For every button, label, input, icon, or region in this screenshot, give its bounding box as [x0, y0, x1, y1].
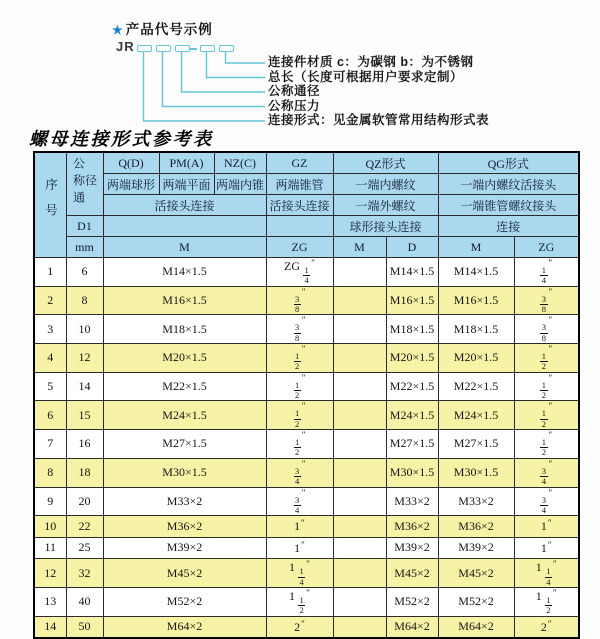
cell-m: M52×2: [103, 587, 266, 616]
header-qg-zg: ZG: [514, 237, 579, 258]
cell-m: M24×1.5: [103, 401, 266, 430]
header-nz-desc: 两端内锥: [214, 174, 266, 195]
cell-qz-d: M14×1.5: [386, 258, 438, 287]
table-row: [34, 286, 579, 315]
cell-serial: 6: [34, 401, 66, 430]
cell-m: M39×2: [103, 537, 266, 559]
cell-serial: 4: [34, 344, 66, 373]
cell-qg-zg: $\frac{1}{4}$ ″: [514, 258, 579, 287]
cell-qz-d: M64×2: [386, 616, 438, 638]
cell-qz-m: [333, 487, 386, 516]
cell-mm: 25: [66, 537, 103, 559]
label-total-length: 总长（长度可根据用户要求定制）: [268, 69, 464, 84]
cell-qz-d: M30×1.5: [386, 458, 438, 487]
cell-qz-m: [333, 616, 386, 638]
cell-zg: $\frac{1}{2}$ ″: [266, 401, 333, 430]
header-gz-connection: 活接头连接: [266, 195, 333, 216]
cell-qz-m: [333, 344, 386, 373]
header-pm-desc: 两端平面: [159, 174, 214, 195]
cell-mm: 12: [66, 344, 103, 373]
header-m: M: [103, 237, 266, 258]
cell-qz-d: M45×2: [386, 559, 438, 588]
cell-zg: $\frac{3}{8}$ ″: [266, 315, 333, 344]
cell-qg-m: M20×1.5: [438, 344, 514, 373]
cell-serial: 7: [34, 430, 66, 459]
cell-qz-d: M24×1.5: [386, 401, 438, 430]
cell-mm: 40: [66, 587, 103, 616]
cell-mm: 8: [66, 286, 103, 315]
code-box-1: [137, 45, 152, 52]
header-nominal-diameter: [66, 152, 103, 216]
cell-qz-m: [333, 372, 386, 401]
header-nominal-diameter-label: 公称通径: [71, 156, 98, 208]
code-dash: [190, 48, 197, 50]
table-row: [34, 487, 579, 516]
cell-qz-d: M22×1.5: [386, 372, 438, 401]
cell-qz-d: M33×2: [386, 487, 438, 516]
header-qg-m: M: [438, 237, 514, 258]
cell-qg-m: M24×1.5: [438, 401, 514, 430]
code-box-3: [175, 45, 190, 52]
star-icon: ★: [112, 23, 124, 37]
cell-zg: $\frac{1}{2}$ ″: [266, 344, 333, 373]
header-code-gz: GZ: [266, 152, 333, 174]
cell-serial: 14: [34, 616, 66, 638]
cell-serial: 12: [34, 559, 66, 588]
header-d1: D1: [66, 216, 103, 237]
header-qz-m: M: [333, 237, 386, 258]
header-row-5: [34, 237, 579, 258]
cell-qg-zg: $\frac{3}{8}$ ″: [514, 286, 579, 315]
table-row: [34, 315, 579, 344]
cell-qg-m: M36×2: [438, 516, 514, 538]
cell-qz-d: M18×1.5: [386, 315, 438, 344]
cell-serial: 5: [34, 372, 66, 401]
cell-qg-m: M30×1.5: [438, 458, 514, 487]
header-serial-label: 序号: [43, 177, 58, 229]
cell-mm: 22: [66, 516, 103, 538]
cell-qg-zg: $\frac{1}{2}$ ″: [514, 372, 579, 401]
header-row-4: [34, 216, 579, 237]
cell-qz-d: M16×1.5: [386, 286, 438, 315]
cell-qz-m: [333, 430, 386, 459]
header-zg: ZG: [266, 237, 333, 258]
cell-m: M27×1.5: [103, 430, 266, 459]
cell-qg-zg: $\frac{1}{2}$ ″: [514, 401, 579, 430]
cell-zg: $\frac{3}{4}$ ″: [266, 458, 333, 487]
cell-mm: 18: [66, 458, 103, 487]
cell-qg-zg: 2″: [514, 616, 579, 638]
code-box-2: [156, 45, 171, 52]
cell-qg-zg: 1 $\frac{1}{4}$ ″: [514, 559, 579, 588]
cell-m: M45×2: [103, 559, 266, 588]
table-row: [34, 616, 579, 638]
cell-zg: $\frac{3}{8}$ ″: [266, 286, 333, 315]
header-code-pm: PM(A): [159, 152, 214, 174]
header-q-desc: 两端球形: [103, 174, 159, 195]
cell-zg: 2″: [266, 616, 333, 638]
cell-qg-zg: $\frac{1}{2}$ ″: [514, 344, 579, 373]
cell-qz-m: [333, 458, 386, 487]
table-row: [34, 559, 579, 588]
cell-qg-m: M22×1.5: [438, 372, 514, 401]
diagram-labels: [268, 55, 598, 128]
cell-zg: 1″: [266, 516, 333, 538]
cell-m: M20×1.5: [103, 344, 266, 373]
cell-m: M22×1.5: [103, 372, 266, 401]
code-prefix: JR: [116, 39, 135, 54]
label-connector-material: 连接件材质 c：为碳钢 b：为不锈钢: [268, 55, 474, 69]
header-qg-desc2: 一端锥管螺纹接头: [438, 195, 579, 216]
cell-qg-zg: $\frac{1}{2}$ ″: [514, 430, 579, 459]
table-row: [34, 516, 579, 538]
cell-zg: ZG $\frac{1}{4}$ ″: [266, 258, 333, 287]
cell-zg: $\frac{3}{4}$ ″: [266, 487, 333, 516]
diagram-heading: [112, 18, 213, 38]
cell-qz-d: M39×2: [386, 537, 438, 559]
table-row: [34, 344, 579, 373]
table-header: [34, 152, 579, 258]
header-serial: [34, 152, 66, 258]
header-qg-desc1: 一端内螺纹活接头: [438, 174, 579, 195]
cell-serial: 1: [34, 258, 66, 287]
cell-qz-d: M27×1.5: [386, 430, 438, 459]
label-connection-form: 连接形式：见金属软管常用结构形式表: [268, 113, 490, 128]
cell-qz-m: [333, 286, 386, 315]
cell-qg-zg: 1 $\frac{1}{2}$ ″: [514, 587, 579, 616]
cell-serial: 11: [34, 537, 66, 559]
header-row-3: [34, 195, 579, 216]
cell-serial: 3: [34, 315, 66, 344]
cell-zg: $\frac{1}{2}$ ″: [266, 372, 333, 401]
cell-qz-m: [333, 315, 386, 344]
cell-qg-m: M45×2: [438, 559, 514, 588]
cell-qg-m: M16×1.5: [438, 286, 514, 315]
cell-mm: 10: [66, 315, 103, 344]
cell-zg: 1″: [266, 537, 333, 559]
cell-serial: 9: [34, 487, 66, 516]
code-box-5: [219, 45, 234, 52]
table-row: [34, 372, 579, 401]
table-row: [34, 401, 579, 430]
cell-qz-m: [333, 587, 386, 616]
cell-serial: 8: [34, 458, 66, 487]
cell-mm: 16: [66, 430, 103, 459]
header-empty-1: [103, 216, 266, 237]
cell-zg: $\frac{1}{2}$ ″: [266, 430, 333, 459]
cell-qz-m: [333, 258, 386, 287]
table-row: [34, 537, 579, 559]
header-qz-connection: 球形接头连接: [333, 216, 438, 237]
table-row: [34, 430, 579, 459]
cell-zg: 1 $\frac{1}{4}$ ″: [266, 559, 333, 588]
cell-qg-zg: $\frac{3}{4}$ ″: [514, 487, 579, 516]
cell-m: M33×2: [103, 487, 266, 516]
cell-mm: 6: [66, 258, 103, 287]
cell-qg-m: M14×1.5: [438, 258, 514, 287]
header-row-2: [34, 174, 579, 195]
cell-serial: 13: [34, 587, 66, 616]
table-title: 螺母连接形式参考表: [29, 129, 214, 149]
header-qz-desc1: 一端内螺纹: [333, 174, 438, 195]
header-code-qz: QZ形式: [333, 152, 438, 174]
table-body: [34, 258, 579, 639]
header-code-qg: QG形式: [438, 152, 579, 174]
cell-mm: 32: [66, 559, 103, 588]
cell-qg-zg: 1″: [514, 516, 579, 538]
cell-serial: 2: [34, 286, 66, 315]
cell-serial: 10: [34, 516, 66, 538]
cell-m: M16×1.5: [103, 286, 266, 315]
header-code-q: Q(D): [103, 152, 159, 174]
label-nominal-diameter: 公称通径: [268, 84, 321, 99]
cell-zg: 1 $\frac{1}{2}$ ″: [266, 587, 333, 616]
cell-qz-m: [333, 401, 386, 430]
cell-mm: 14: [66, 372, 103, 401]
cell-m: M14×1.5: [103, 258, 266, 287]
cell-mm: 50: [66, 616, 103, 638]
cell-mm: 15: [66, 401, 103, 430]
cell-qg-m: M33×2: [438, 487, 514, 516]
cell-qz-d: M36×2: [386, 516, 438, 538]
header-union-connection: 活接头连接: [103, 195, 266, 216]
label-nominal-pressure: 公称压力: [268, 98, 321, 113]
header-empty-2: [266, 216, 333, 237]
cell-qz-d: M52×2: [386, 587, 438, 616]
header-qz-d: D: [386, 237, 438, 258]
header-gz-desc: 两端锥管: [266, 174, 333, 195]
cell-qg-m: M39×2: [438, 537, 514, 559]
cell-qg-zg: $\frac{3}{4}$ ″: [514, 458, 579, 487]
cell-qg-zg: 1″: [514, 537, 579, 559]
diagram-heading-text: 产品代号示例: [125, 22, 213, 37]
cell-m: M64×2: [103, 616, 266, 638]
cell-m: M30×1.5: [103, 458, 266, 487]
cell-qg-zg: $\frac{3}{8}$ ″: [514, 315, 579, 344]
nut-connection-reference-table: [33, 151, 580, 639]
header-row-1: [34, 152, 579, 174]
header-code-nz: NZ(C): [214, 152, 266, 174]
cell-qz-m: [333, 516, 386, 538]
table-row: [34, 258, 579, 287]
cell-qg-m: M64×2: [438, 616, 514, 638]
cell-mm: 20: [66, 487, 103, 516]
cell-qz-m: [333, 559, 386, 588]
cell-qz-m: [333, 537, 386, 559]
cell-qg-m: M27×1.5: [438, 430, 514, 459]
header-mm: mm: [66, 237, 103, 258]
header-qz-desc2: 一端外螺纹: [333, 195, 438, 216]
table-row: [34, 458, 579, 487]
table-row: [34, 587, 579, 616]
cell-qg-m: M18×1.5: [438, 315, 514, 344]
cell-m: M18×1.5: [103, 315, 266, 344]
code-box-4: [200, 45, 215, 52]
cell-qz-d: M20×1.5: [386, 344, 438, 373]
cell-qg-m: M52×2: [438, 587, 514, 616]
cell-m: M36×2: [103, 516, 266, 538]
header-qg-connection: 连接: [438, 216, 579, 237]
